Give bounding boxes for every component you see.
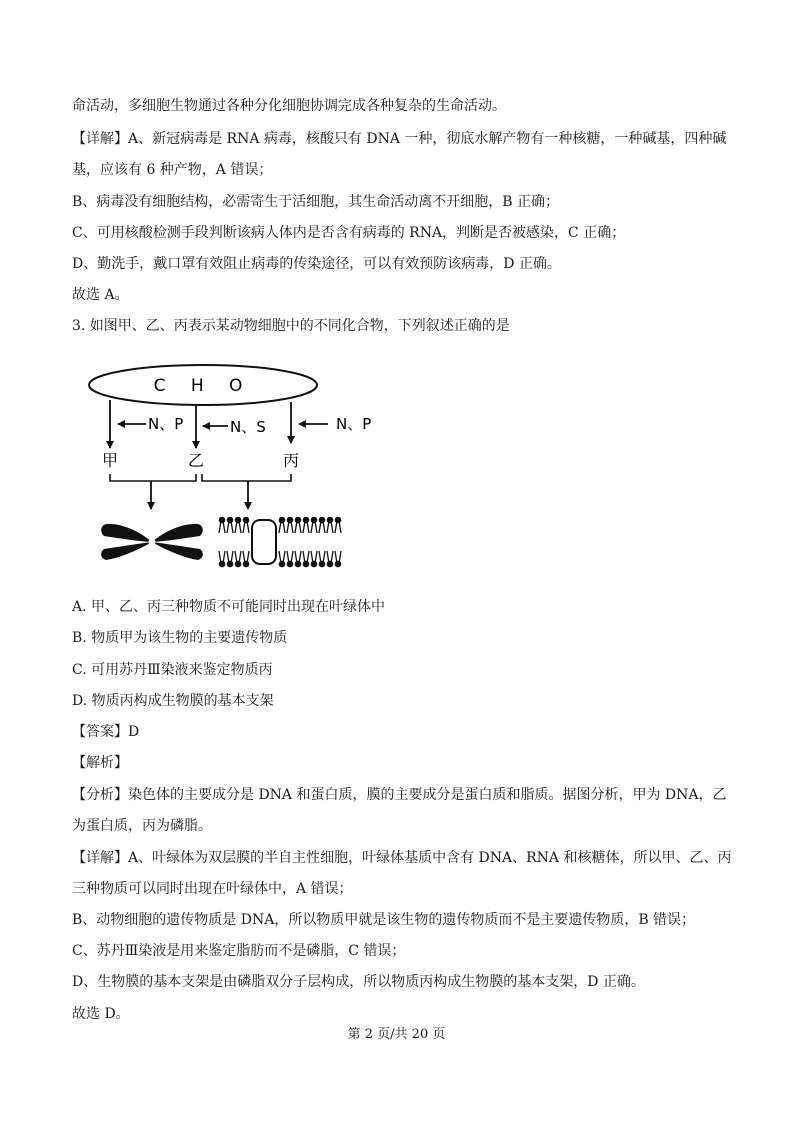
label-bing: 丙 bbox=[282, 451, 300, 470]
label-np-right: N、P bbox=[336, 415, 372, 433]
analysis-heading: 【解析】 bbox=[72, 755, 128, 771]
line-4: B、病毒没有细胞结构，必需寄生于活细胞，其生命活动离不开细胞，B 正确； bbox=[72, 194, 560, 210]
chromosome-icon bbox=[101, 524, 203, 560]
option-d: D. 物质丙构成生物膜的基本支架 bbox=[72, 693, 274, 709]
label-ns: N、S bbox=[230, 418, 266, 436]
answer-line: 【答案】D bbox=[72, 724, 140, 740]
label-yi: 乙 bbox=[187, 451, 205, 470]
label-jia: 甲 bbox=[101, 451, 119, 470]
label-np-left: N、P bbox=[148, 415, 184, 433]
option-b: B. 物质甲为该生物的主要遗传物质 bbox=[72, 630, 288, 646]
detail-line-1: 【详解】A、叶绿体为双层膜的半自主性细胞，叶绿体基质中含有 DNA、RNA 和核糖体，所以甲、乙、丙 bbox=[72, 850, 732, 866]
line-7: 故选 A。 bbox=[72, 287, 129, 303]
compound-diagram bbox=[88, 360, 398, 585]
detail-line-6: 故选 D。 bbox=[72, 1006, 130, 1022]
line-2: 【详解】A、新冠病毒是 RNA 病毒，核酸只有 DNA 一种，彻底水解产物有一种核糖，一种碱基，四种碱 bbox=[72, 131, 727, 147]
detail-line-2: 三种物质可以同时出现在叶绿体中，A 错误； bbox=[72, 881, 353, 897]
line-3: 基，应该有 6 种产物，A 错误； bbox=[72, 162, 273, 178]
line-1: 命活动，多细胞生物通过各种分化细胞协调完成各种复杂的生命活动。 bbox=[72, 98, 506, 114]
page-footer: 第 2 页/共 20 页 bbox=[347, 1027, 446, 1042]
detail-line-4: C、苏丹Ⅲ染液是用来鉴定脂肪而不是磷脂，C 错误； bbox=[72, 943, 406, 959]
detail-line-3: B、动物细胞的遗传物质是 DNA，所以物质甲就是该生物的遗传物质而不是主要遗传物质，B 错误； bbox=[72, 912, 696, 928]
membrane-icon bbox=[219, 517, 342, 568]
detail-line-5: D、生物膜的基本支架是由磷脂双分子层构成，所以物质丙构成生物膜的基本支架，D 正确。 bbox=[72, 974, 645, 990]
bracket-yi-bing bbox=[202, 474, 291, 481]
question-3-stem: 3. 如图甲、乙、丙表示某动物细胞中的不同化合物，下列叙述正确的是 bbox=[72, 318, 510, 334]
line-5: C、可用核酸检测手段判断该病人体内是否含有病毒的 RNA，判断是否被感染，C 正确； bbox=[72, 225, 626, 241]
cho-label: C H O bbox=[153, 376, 253, 396]
bracket-jia-yi bbox=[110, 474, 196, 481]
line-6: D、勤洗手，戴口罩有效阻止病毒的传染途径，可以有效预防该病毒，D 正确。 bbox=[72, 256, 561, 272]
option-c: C. 可用苏丹Ⅲ染液来鉴定物质丙 bbox=[72, 662, 273, 678]
analysis-line-2: 为蛋白质，丙为磷脂。 bbox=[72, 818, 212, 834]
option-a: A. 甲、乙、丙三种物质不可能同时出现在叶绿体中 bbox=[72, 599, 386, 615]
analysis-line-1: 【分析】染色体的主要成分是 DNA 和蛋白质，膜的主要成分是蛋白质和脂质。据图分析，甲为 DNA，乙 bbox=[72, 787, 727, 803]
